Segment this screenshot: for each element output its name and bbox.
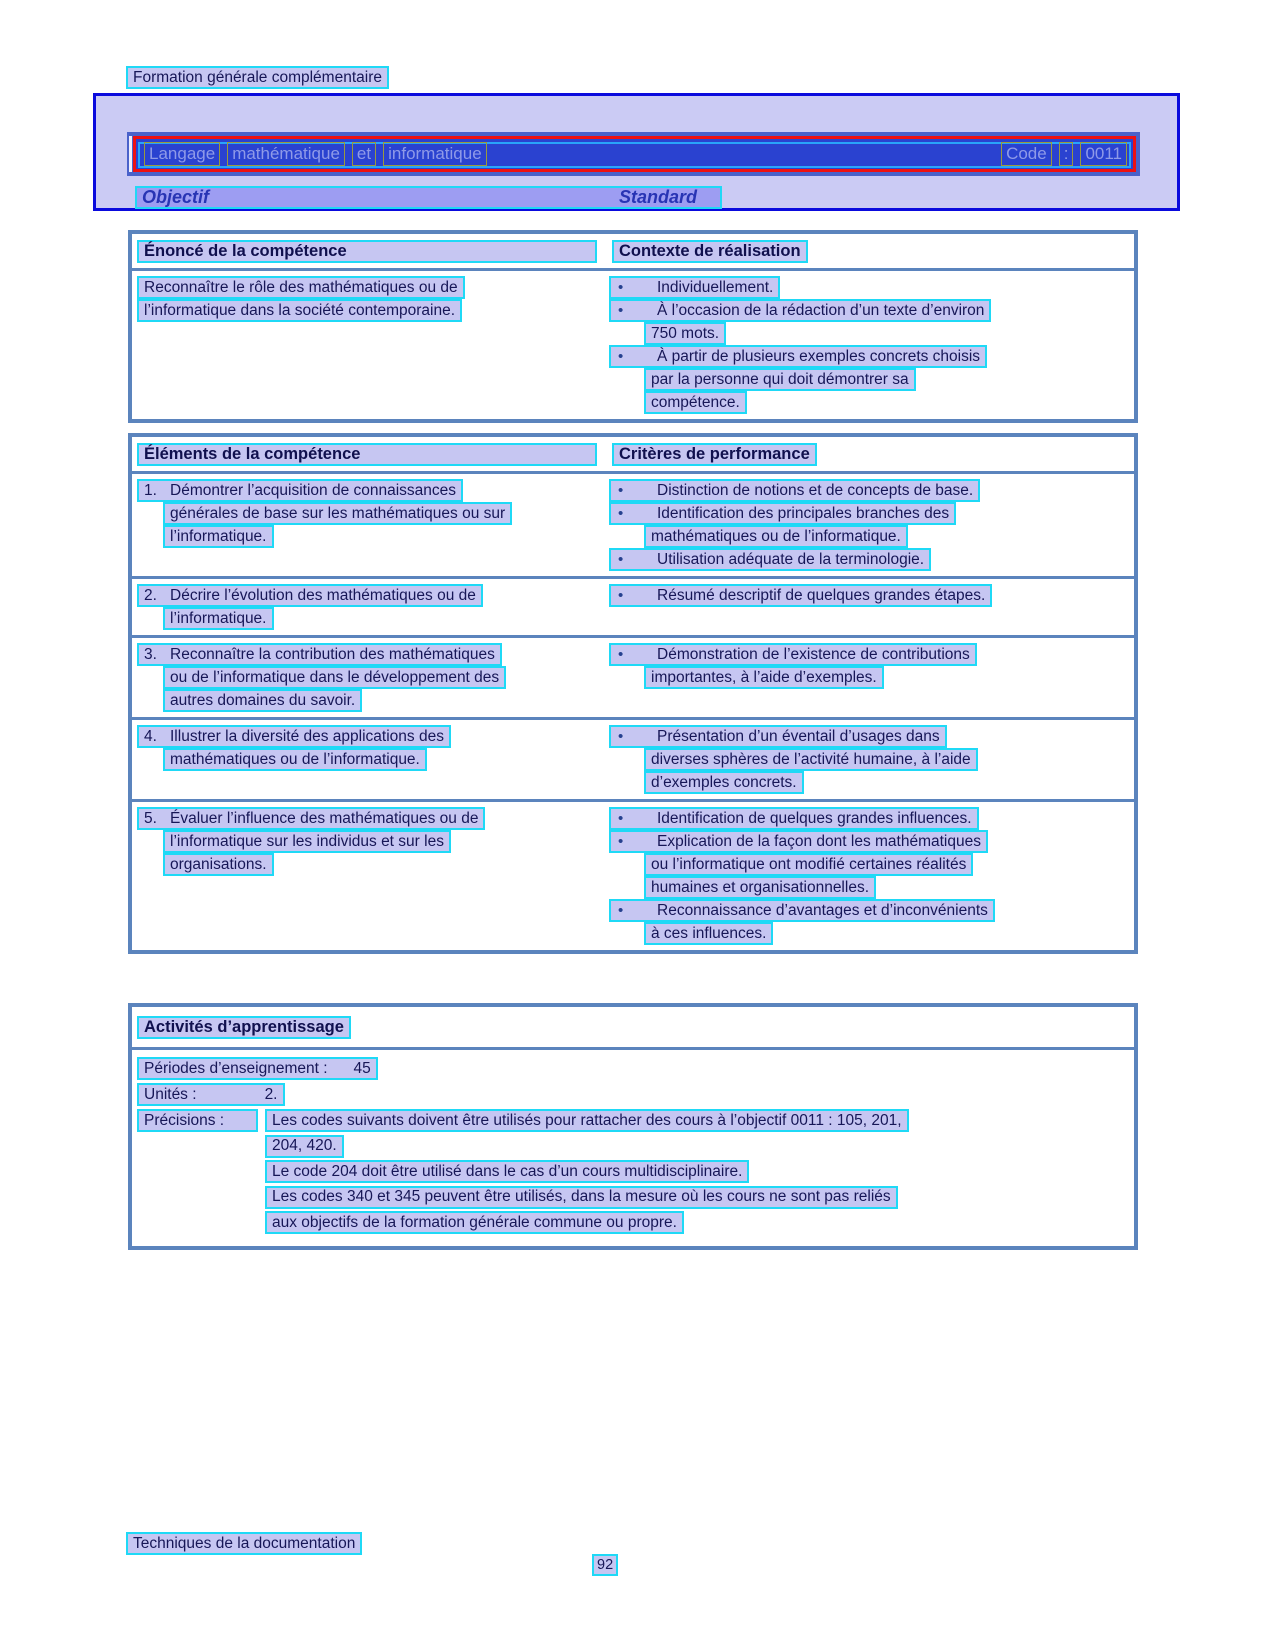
title-word: et (352, 142, 376, 166)
table2-row-2 (132, 576, 1134, 635)
precisions-text (265, 1109, 909, 1237)
text-line: d’exemples concrets. (644, 771, 804, 794)
item-number: 1. (144, 481, 157, 499)
critere-cell (609, 479, 1134, 571)
activites-heading: Activités d’apprentissage (137, 1016, 351, 1039)
text-line: importantes, à l’aide d’exemples. (644, 666, 884, 689)
text-line: ou l’informatique ont modifié certaines réalités (644, 853, 973, 876)
text-line: l’informatique. (163, 607, 274, 630)
unites-label: Unités : (144, 1085, 197, 1103)
text-line: organisations. (163, 853, 274, 876)
text-line: Présentation d’un éventail d’usages dans (657, 727, 940, 745)
table2-row-5 (132, 799, 1134, 950)
text-line: à ces influences. (644, 922, 773, 945)
text-line: autres domaines du savoir. (163, 689, 362, 712)
bullet-icon: • (618, 348, 624, 365)
text-line: Utilisation adéquate de la terminologie. (657, 550, 925, 568)
objectif-heading: Objectif (142, 187, 210, 207)
critere-cell (609, 725, 1134, 794)
text-line: Les codes suivants doivent être utilisés pour rattacher des cours à l’objectif 0011 : 105, 201, (265, 1109, 909, 1132)
text-line: Explication de la façon dont les mathématiques (657, 832, 981, 850)
title-word: mathématique (227, 142, 345, 166)
text-line: Reconnaissance d’avantages et d’inconvénients (657, 901, 988, 919)
text-line: Identification des principales branches des (657, 504, 950, 522)
bullet-icon: • (618, 646, 624, 663)
text-line: Le code 204 doit être utilisé dans le cas d’un cours multidisciplinaire. (265, 1160, 749, 1183)
text-line: Décrire l’évolution des mathématiques ou de (170, 586, 476, 604)
bullet-icon: • (618, 587, 624, 604)
element-cell (132, 643, 609, 712)
col-header-elements: Éléments de la compétence (137, 443, 597, 466)
bullet-icon: • (618, 279, 624, 296)
table3-body (132, 1050, 1134, 1246)
text-line: Distinction de notions et de concepts de base. (657, 481, 974, 499)
table1-header (132, 234, 1134, 271)
standard-heading: Standard (619, 187, 698, 207)
text-line: Les codes 340 et 345 peuvent être utilisés, dans la mesure où les cours ne sont pas reliés (265, 1186, 898, 1209)
course-code (1001, 139, 1127, 169)
objectif-standard-bar (135, 186, 722, 209)
precisions-row (137, 1109, 1134, 1237)
title-word: Langage (144, 142, 220, 166)
code-colon: : (1059, 142, 1074, 166)
table-enonce-contexte (128, 230, 1138, 423)
text-line: l’informatique sur les individus et sur les (163, 830, 451, 853)
text-line: l’informatique. (163, 525, 274, 548)
table3-header (132, 1007, 1134, 1050)
title-banner-inner (133, 136, 1136, 172)
precisions-label: Précisions : (137, 1109, 258, 1132)
text-line: aux objectifs de la formation générale commune ou propre. (265, 1211, 684, 1234)
code-value: 0011 (1080, 142, 1127, 166)
item-number: 3. (144, 645, 157, 663)
text-line: compétence. (644, 391, 747, 414)
text-line: Évaluer l’influence des mathématiques ou de (170, 809, 479, 827)
footer-program-label: Techniques de la documentation (126, 1532, 362, 1555)
text-line: mathématiques ou de l’informatique. (163, 748, 427, 771)
element-cell (132, 479, 609, 571)
bullet-icon: • (618, 551, 624, 568)
text-line: mathématiques ou de l’informatique. (644, 525, 908, 548)
page-number: 92 (592, 1554, 618, 1576)
item-number: 4. (144, 727, 157, 745)
table-elements-criteres (128, 433, 1138, 954)
col-header-contexte: Contexte de réalisation (612, 240, 808, 263)
periodes-row (137, 1057, 1134, 1083)
text-line: 204, 420. (265, 1135, 344, 1158)
text-line: humaines et organisationnelles. (644, 876, 876, 899)
title-card (93, 93, 1180, 211)
critere-cell (609, 807, 1134, 945)
text-line: Résumé descriptif de quelques grandes étapes. (657, 586, 986, 604)
banner-notch (129, 136, 132, 172)
text-line: par la personne qui doit démontrer sa (644, 368, 916, 391)
bullet-icon: • (618, 505, 624, 522)
element-cell (132, 584, 609, 630)
text-line: l’informatique dans la société contemporaine. (137, 299, 462, 322)
bullet-icon: • (618, 902, 624, 919)
item-number: 2. (144, 586, 157, 604)
bullet-icon: • (618, 728, 624, 745)
col-header-criteres: Critères de performance (612, 443, 817, 466)
code-word: Code (1001, 142, 1052, 166)
col-header-enonce: Énoncé de la compétence (137, 240, 597, 263)
unites-value: 2. (264, 1085, 278, 1103)
section-label: Formation générale complémentaire (126, 66, 389, 89)
text-line: diverses sphères de l’activité humaine, à l’aide (644, 748, 978, 771)
element-cell (132, 807, 609, 945)
element-cell (132, 725, 609, 794)
critere-cell (609, 643, 1134, 712)
periodes-label: Périodes d’enseignement : (144, 1059, 328, 1077)
title-word: informatique (383, 142, 487, 166)
contexte-cell (609, 276, 1134, 414)
text-line: Reconnaître la contribution des mathématiques (170, 645, 495, 663)
title-banner (127, 132, 1140, 176)
item-number: 5. (144, 809, 157, 827)
text-line: générales de base sur les mathématiques ou sur (163, 502, 512, 525)
text-line: Individuellement. (657, 278, 774, 296)
table2-header (132, 437, 1134, 474)
text-line: Démontrer l’acquisition de connaissances (170, 481, 457, 499)
text-line: Démonstration de l’existence de contributions (657, 645, 970, 663)
table-activites (128, 1003, 1138, 1250)
course-title (144, 139, 487, 169)
table1-row (132, 271, 1134, 419)
text-line: 750 mots. (644, 322, 726, 345)
table2-row-3 (132, 635, 1134, 717)
enonce-cell (132, 276, 609, 414)
critere-cell (609, 584, 1134, 630)
table2-row-1 (132, 474, 1134, 576)
unites-row (137, 1083, 1134, 1109)
text-line: Identification de quelques grandes influences. (657, 809, 972, 827)
text-line: ou de l’informatique dans le développement des (163, 666, 506, 689)
bullet-icon: • (618, 833, 624, 850)
text-line: À l’occasion de la rédaction d’un texte d’environ (657, 301, 985, 319)
periodes-value: 45 (353, 1059, 371, 1077)
table2-row-4 (132, 717, 1134, 799)
bullet-icon: • (618, 810, 624, 827)
text-line: Reconnaître le rôle des mathématiques ou de (137, 276, 465, 299)
bullet-icon: • (618, 482, 624, 499)
text-line: À partir de plusieurs exemples concrets choisis (657, 347, 981, 365)
text-line: Illustrer la diversité des applications des (170, 727, 444, 745)
bullet-icon: • (618, 302, 624, 319)
